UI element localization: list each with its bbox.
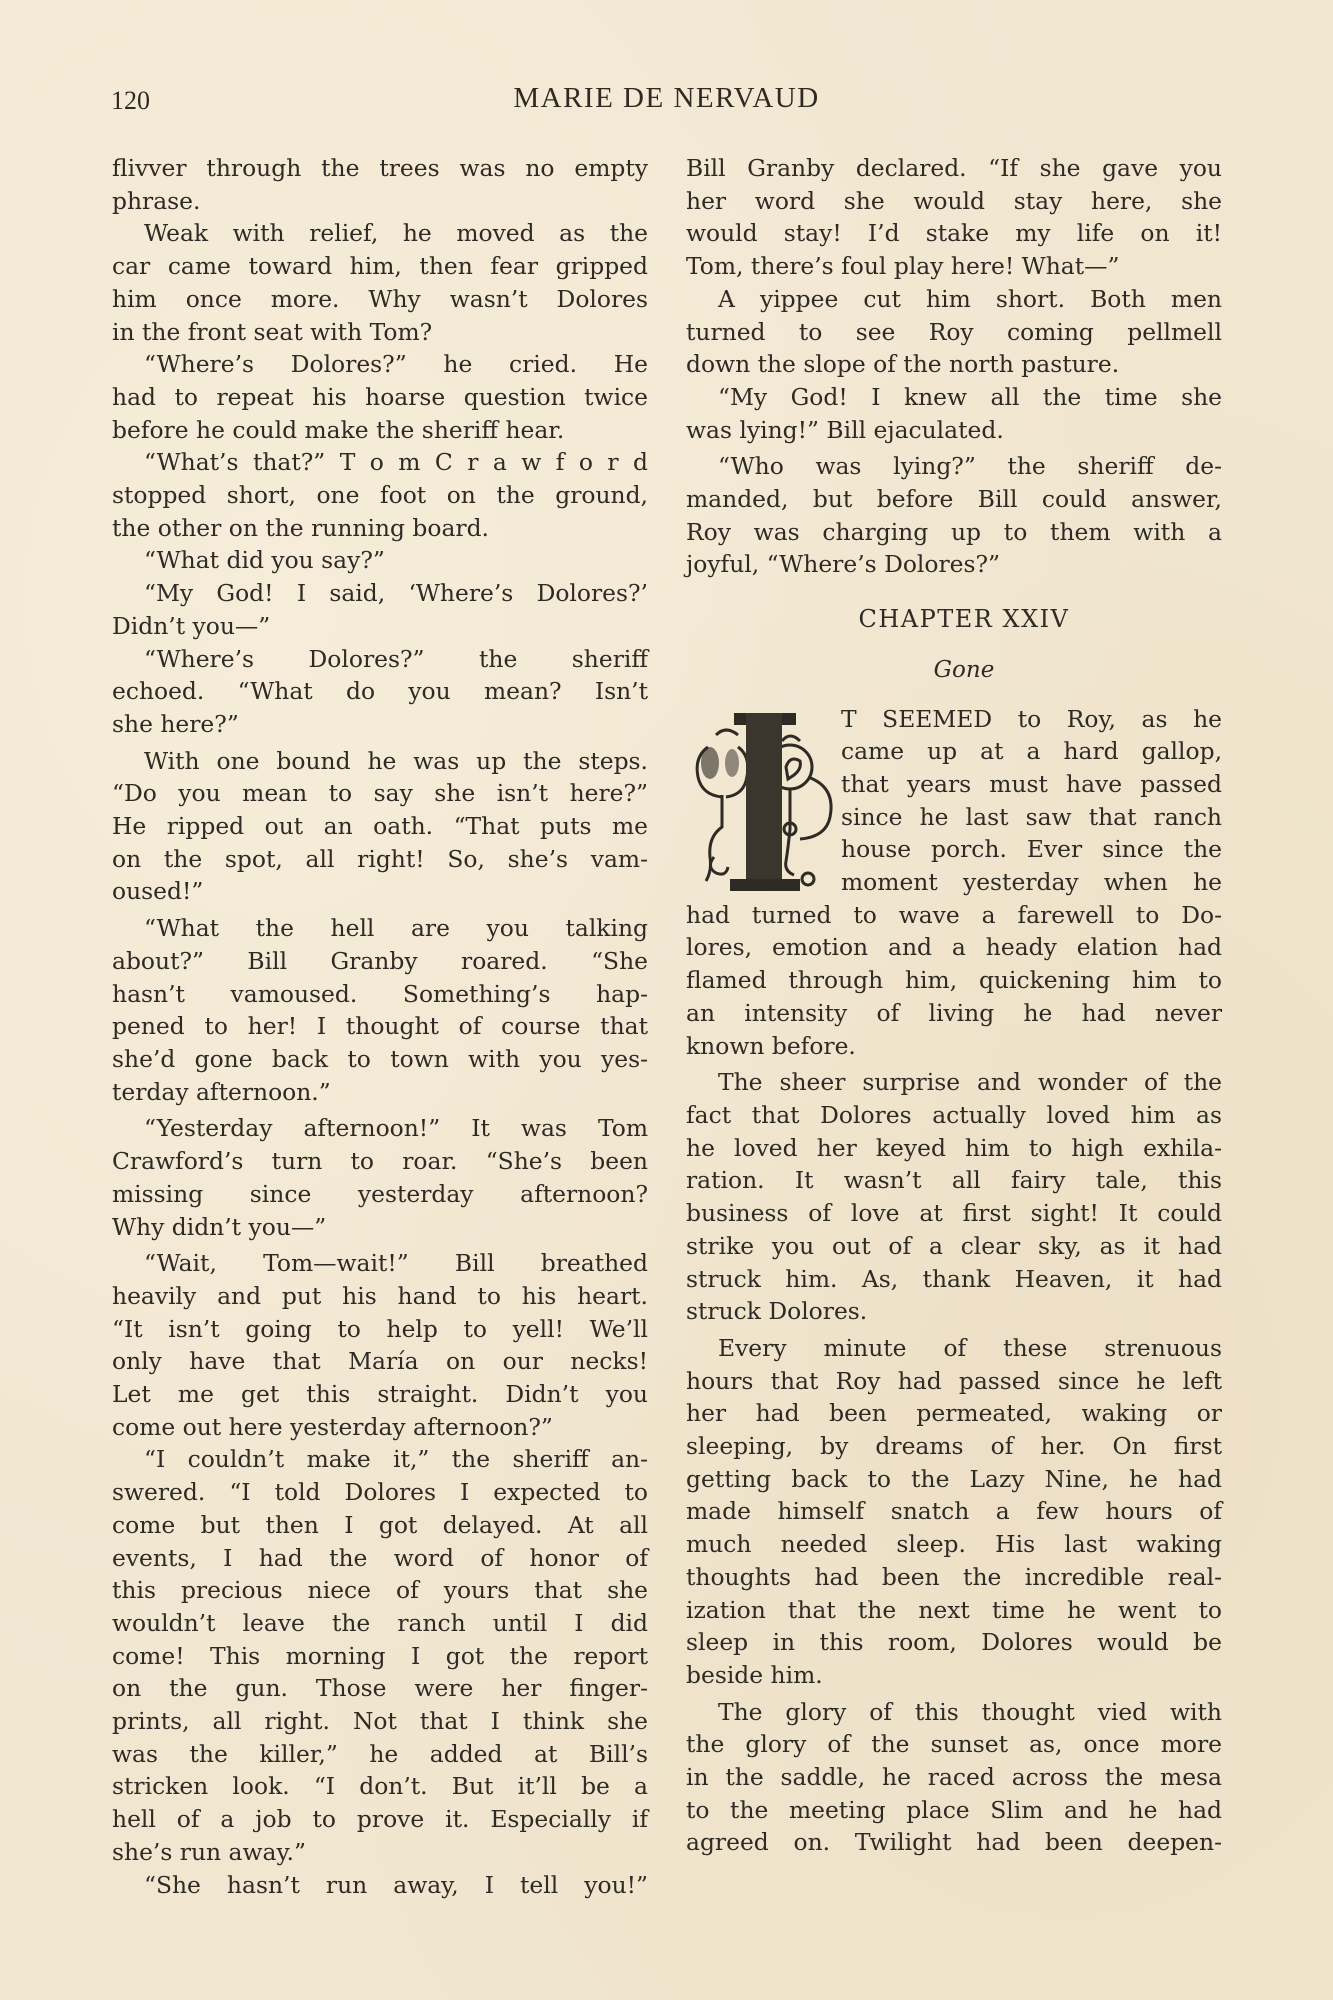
- text-line: Weak with relief, he moved as the: [144, 219, 648, 248]
- text-line: her had been permeated, waking or: [686, 1399, 1222, 1428]
- text-line: was lying!” Bill ejaculated.: [686, 415, 1004, 444]
- text-line: only have that María on our necks!: [112, 1347, 648, 1376]
- text-line: on the spot, all right! So, she’s vam-: [112, 844, 648, 873]
- chapter-opening: [686, 703, 1222, 899]
- text-line: sleeping, by dreams of her. On first: [686, 1432, 1222, 1461]
- text-line: oused!”: [112, 877, 204, 906]
- text-line: before he could make the sheriff hear.: [112, 415, 565, 444]
- text-line: had turned to wave a farewell to Do-: [686, 900, 1222, 929]
- text-line: “She hasn’t run away, I tell you!”: [144, 1870, 648, 1899]
- text-line: Why didn’t you—”: [112, 1212, 327, 1241]
- text-line: prints, all right. Not that I think she: [112, 1707, 648, 1736]
- text-line: events, I had the word of honor of: [112, 1543, 648, 1572]
- right-column-text-bottom: [686, 899, 1222, 1859]
- chapter-title: CHAPTER XXIV: [858, 605, 1070, 634]
- text-line: Roy was charging up to them with a: [686, 517, 1222, 546]
- text-line: her word she would stay here, she: [686, 186, 1222, 215]
- text-line: “It isn’t going to help to yell! We’ll: [112, 1314, 648, 1343]
- text-line: “I couldn’t make it,” the sheriff an-: [144, 1445, 648, 1474]
- text-line: “Where’s Dolores?” he cried. He: [144, 350, 648, 379]
- text-line: A yippee cut him short. Both men: [718, 284, 1222, 313]
- text-line: ization that the next time he went to: [686, 1595, 1222, 1624]
- right-column: [686, 152, 1222, 1859]
- text-line: flamed through him, quickening him to: [686, 966, 1222, 995]
- ornamental-drop-cap-icon: [686, 707, 838, 895]
- text-line: stricken look. “I don’t. But it’ll be a: [112, 1772, 648, 1801]
- text-line: Crawford’s turn to roar. “She’s been: [112, 1147, 648, 1176]
- text-line: known before.: [686, 1031, 856, 1060]
- text-line: would stay! I’d stake my life on it!: [686, 219, 1222, 248]
- text-line: The glory of this thought vied with: [718, 1697, 1222, 1726]
- text-line: struck Dolores.: [686, 1297, 868, 1326]
- text-line: stopped short, one foot on the ground,: [112, 481, 648, 510]
- text-line: much needed sleep. His last waking: [686, 1530, 1222, 1559]
- dropcap-text-line: moment yesterday when he: [841, 868, 1222, 897]
- text-line: “Wait, Tom—wait!” Bill breathed: [144, 1249, 648, 1278]
- text-line: strike you out of a clear sky, as it had: [686, 1231, 1222, 1260]
- text-line: she here?”: [112, 709, 239, 738]
- text-line: missing since yesterday afternoon?: [112, 1179, 648, 1208]
- text-line: she’d gone back to town with you yes-: [112, 1044, 648, 1073]
- text-line: she’s run away.”: [112, 1837, 306, 1866]
- dropcap-text-line: came up at a hard gallop,: [841, 737, 1222, 766]
- text-line: had to repeat his hoarse question twice: [112, 382, 648, 411]
- text-line: fact that Dolores actually loved him as: [686, 1100, 1222, 1129]
- text-line: come! This morning I got the report: [112, 1641, 648, 1670]
- text-line: agreed on. Twilight had been deepen-: [686, 1828, 1222, 1857]
- text-line: hours that Roy had passed since he left: [686, 1366, 1222, 1395]
- text-line: “Who was lying?” the sheriff de-: [718, 452, 1222, 481]
- text-line: this precious niece of yours that she: [112, 1576, 648, 1605]
- text-line: an intensity of living he had never: [686, 998, 1222, 1027]
- text-line: Didn’t you—”: [112, 611, 271, 640]
- running-head: MARIE DE NERVAUD: [513, 82, 820, 114]
- text-line: phrase.: [112, 186, 201, 215]
- text-line: pened to her! I thought of course that: [112, 1012, 648, 1041]
- text-line: struck him. As, thank Heaven, it had: [686, 1264, 1222, 1293]
- text-line: come but then I got delayed. At all: [112, 1510, 648, 1539]
- text-line: Every minute of these strenuous: [718, 1333, 1222, 1362]
- text-line: in the front seat with Tom?: [112, 317, 433, 346]
- page-number: 120: [111, 86, 150, 115]
- text-line: He ripped out an oath. “That puts me: [112, 812, 648, 841]
- text-line: “Do you mean to say she isn’t here?”: [112, 779, 648, 808]
- text-line: he loved her keyed him to high exhila-: [686, 1133, 1222, 1162]
- text-line: echoed. “What do you mean? Isn’t: [112, 677, 648, 706]
- text-line: the glory of the sunset as, once more: [686, 1730, 1222, 1759]
- text-line: in the saddle, he raced across the mesa: [686, 1763, 1222, 1792]
- text-line: on the gun. Those were her finger-: [112, 1674, 648, 1703]
- text-line: wouldn’t leave the ranch until I did: [112, 1608, 648, 1637]
- text-line: With one bound he was up the steps.: [144, 746, 648, 775]
- text-line: “What did you say?”: [144, 546, 385, 575]
- text-line: was the killer,” he added at Bill’s: [112, 1739, 648, 1768]
- dropcap-text-line: house porch. Ever since the: [841, 835, 1222, 864]
- text-line: “My God! I knew all the time she: [718, 382, 1222, 411]
- text-line: car came toward him, then fear gripped: [112, 252, 648, 281]
- dropcap-text-line: since he last saw that ranch: [841, 802, 1222, 831]
- chapter-subtitle: Gone: [933, 656, 995, 683]
- dropcap-text-line: that years must have passed: [841, 769, 1222, 798]
- text-line: about?” Bill Granby roared. “She: [112, 946, 648, 975]
- left-column: [112, 152, 648, 1901]
- text-line: Bill Granby declared. “If she gave you: [686, 154, 1222, 182]
- text-line: hell of a job to prove it. Especially if: [112, 1805, 648, 1834]
- text-line: “My God! I said, ‘Where’s Dolores?’: [144, 579, 648, 608]
- dropcap-text-line: T SEEMED to Roy, as he: [841, 704, 1222, 733]
- text-line: flivver through the trees was no empty: [112, 154, 648, 182]
- text-line: “Where’s Dolores?” the sheriff: [144, 644, 648, 673]
- text-line: manded, but before Bill could answer,: [686, 485, 1222, 514]
- text-line: “What the hell are you talking: [144, 914, 648, 943]
- text-line: “Yesterday afternoon!” It was Tom: [144, 1114, 648, 1143]
- page-header: [0, 82, 1333, 122]
- text-line: Tom, there’s foul play here! What—”: [686, 252, 1120, 281]
- text-line: terday afternoon.”: [112, 1077, 331, 1106]
- text-line: turned to see Roy coming pellmell: [686, 317, 1222, 346]
- left-column-text: [112, 152, 648, 1901]
- text-line: thoughts had been the incredible real-: [686, 1562, 1222, 1591]
- text-line: The sheer surprise and wonder of the: [718, 1068, 1222, 1097]
- text-line: lores, emotion and a heady elation had: [686, 933, 1222, 962]
- text-line: business of love at first sight! It could: [686, 1199, 1222, 1228]
- text-line: sleep in this room, Dolores would be: [686, 1628, 1222, 1657]
- text-line: to the meeting place Slim and he had: [686, 1795, 1222, 1824]
- text-line: heavily and put his hand to his heart.: [112, 1281, 648, 1310]
- text-line: the other on the running board.: [112, 513, 489, 542]
- text-line: swered. “I told Dolores I expected to: [112, 1478, 648, 1507]
- text-line: Let me get this straight. Didn’t you: [112, 1380, 648, 1409]
- text-line: him once more. Why wasn’t Dolores: [112, 284, 648, 313]
- text-line: getting back to the Lazy Nine, he had: [686, 1464, 1222, 1493]
- text-line: beside him.: [686, 1660, 823, 1689]
- text-line: ration. It wasn’t all fairy tale, this: [686, 1166, 1222, 1195]
- text-line: joyful, “Where’s Dolores?”: [686, 550, 1001, 579]
- text-line: “What’s that?” T o m C r a w f o r d: [144, 448, 648, 477]
- text-line: made himself snatch a few hours of: [686, 1497, 1222, 1526]
- text-line: come out here yesterday afternoon?”: [112, 1412, 553, 1441]
- text-line: down the slope of the north pasture.: [686, 350, 1120, 379]
- text-line: hasn’t vamoused. Something’s hap-: [112, 979, 648, 1008]
- right-column-text-top: [686, 152, 1222, 581]
